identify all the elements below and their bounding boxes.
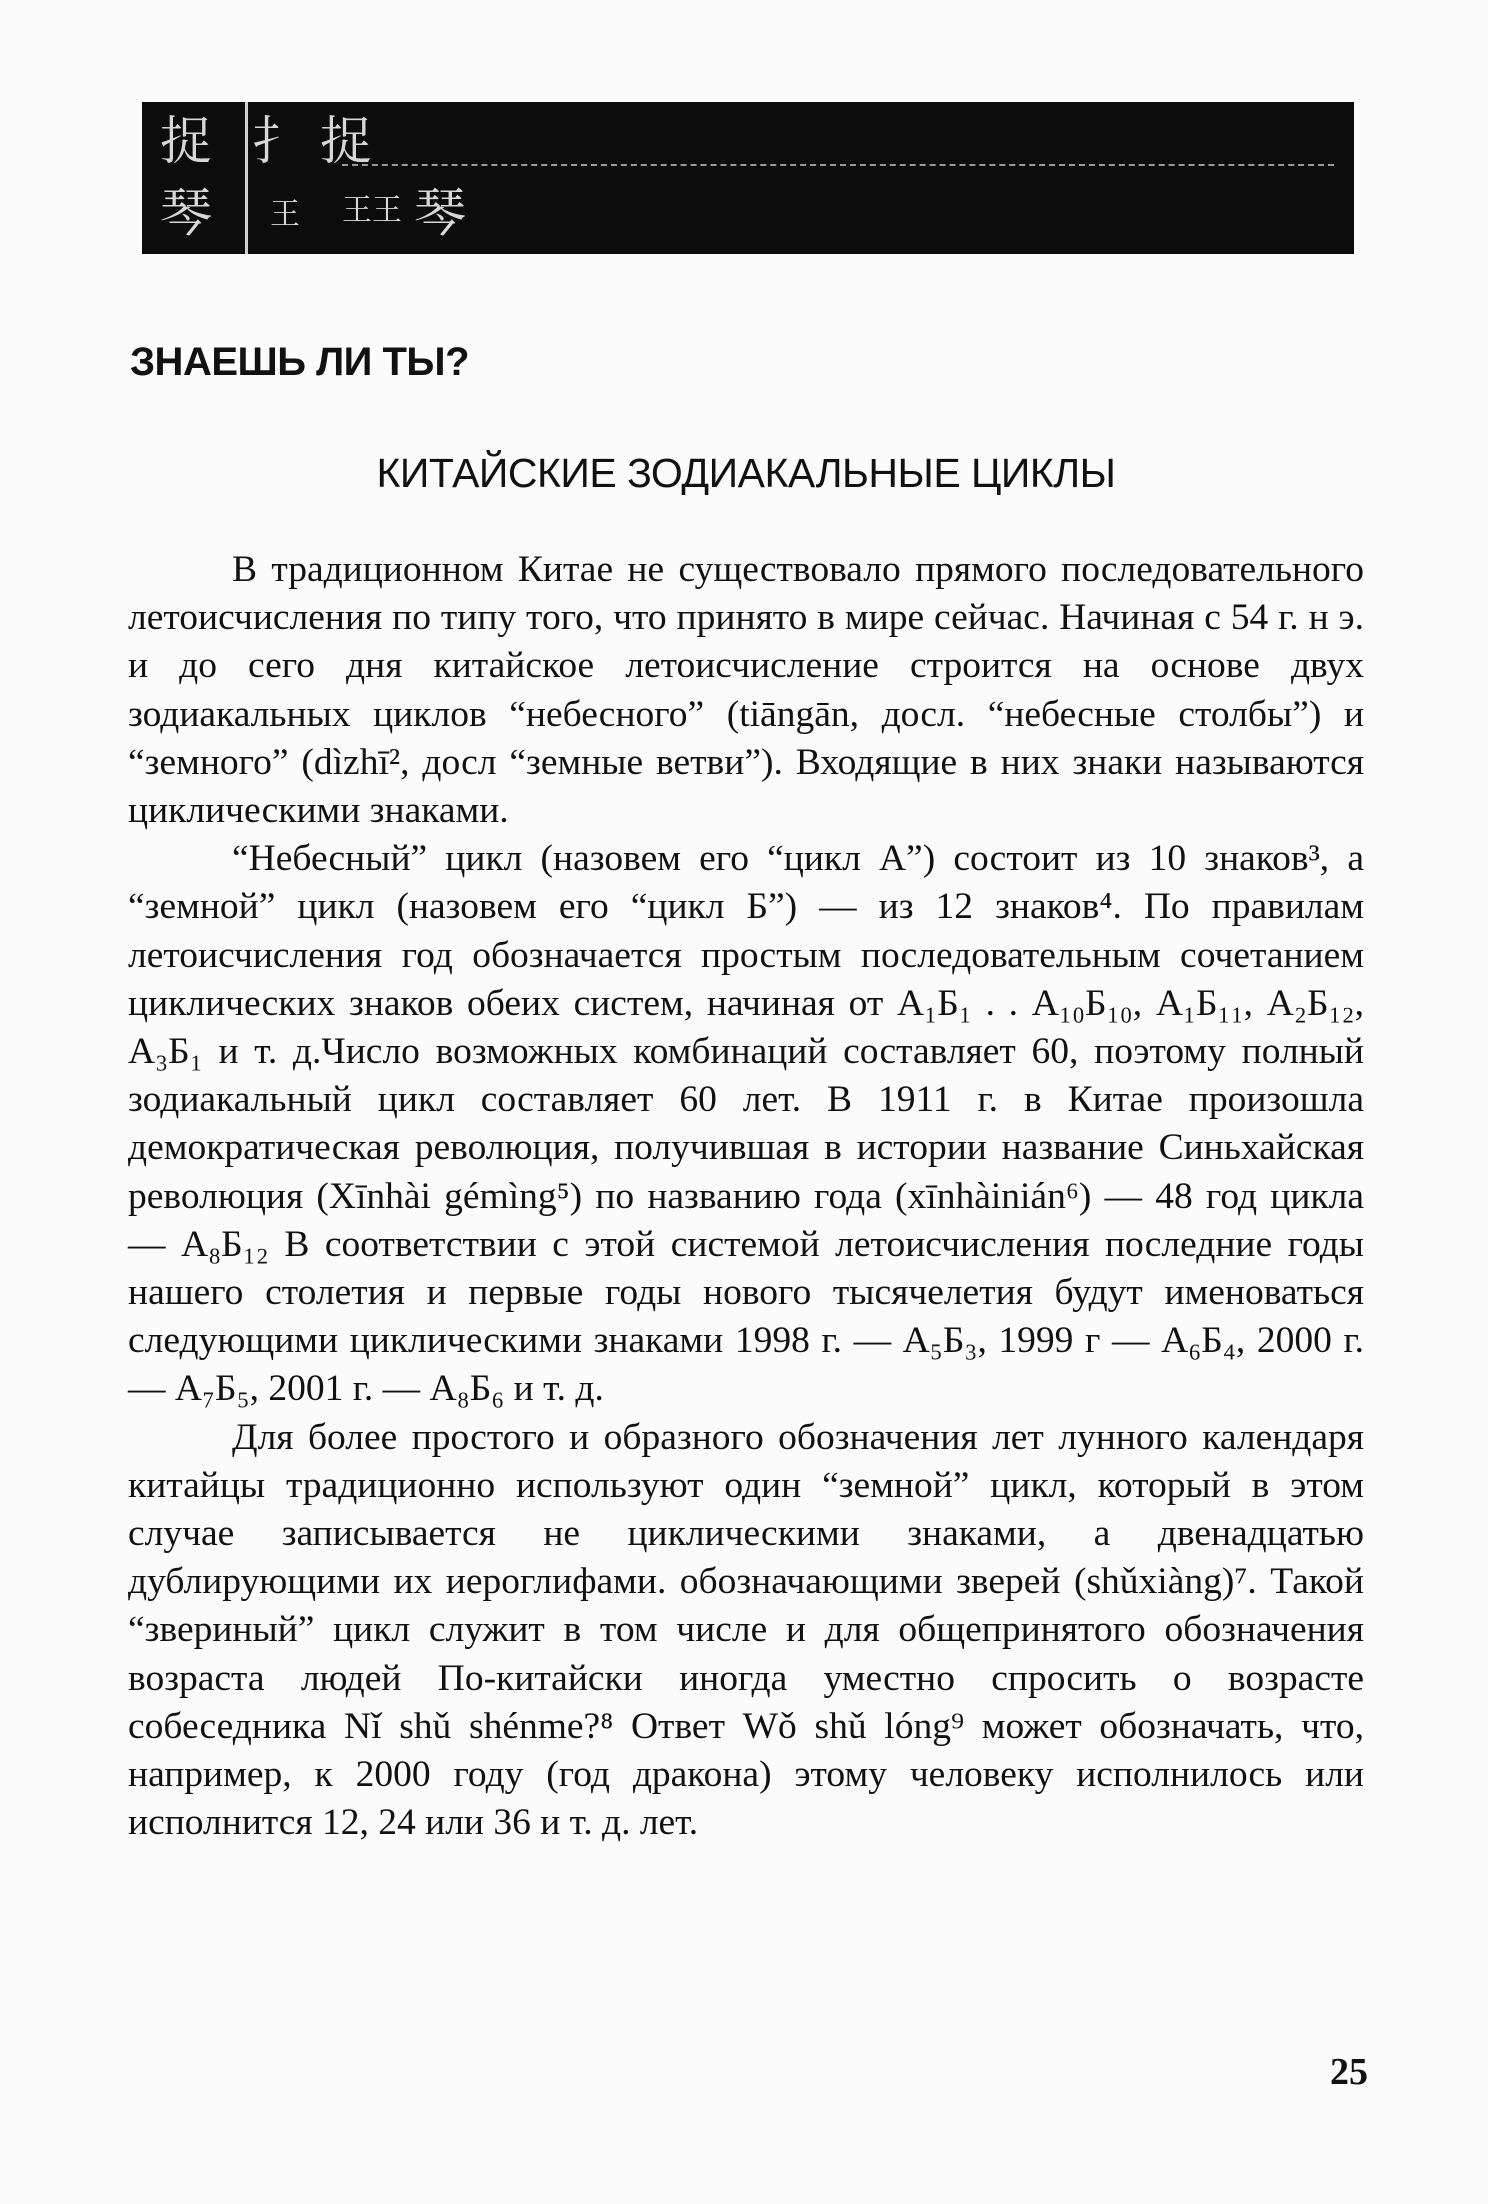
page-number: 25	[1330, 2051, 1368, 2093]
section-label: ЗНАЕШЬ ЛИ ТЫ?	[130, 340, 470, 384]
header-dashed-line	[342, 164, 1334, 166]
header-glyph: 琴	[414, 184, 467, 244]
header-divider	[245, 102, 248, 254]
paragraph: “Небесный” цикл (назовем его “цикл А”) состоит из 10 знаков³, а “земной” цикл (назовем его “цикл Б”) — из 12 знаков⁴. По правилам летоисчисления год обозначается простым последовательным сочетанием циклических знаков обеих систем, начиная от А₁Б₁ . . А₁₀Б₁₀, А₁Б₁₁, А₂Б₁₂, А₃Б₁ и т. д.Число возможных комбинаций составляет 60, поэтому полный зодиакальный цикл составляет 60 лет. В 1911 г. в Китае произошла демократическая революция, получившая в истории название Синьхайская революция (Xīnhài gémìng⁵) по названию года (xīnhàinián⁶) — 48 год цикла — А₈Б₁₂ В соответствии с этой системой летоисчисления последние годы нашего столетия и первые годы нового тысячелетия будут именоваться следующими циклическими знаками 1998 г. — А₅Б₃, 1999 г — А₆Б₄, 2000 г. — А₇Б₅, 2001 г. — А₈Б₆ и т. д.	[128, 838, 1364, 1410]
header-glyph: 捉	[320, 112, 373, 172]
paragraph: Для более простого и образного обозначения лет лунного календаря китайцы традиционно используют один “земной” цикл, который в этом случае записывается не циклическими знаками, а двенадцатью дублирующими их иероглифами. обозначающими зверей (shǔxiàng)⁷. Такой “звериный” цикл служит в том числе и для общепринятого обозначения возраста людей По-китайски иногда уместно спросить о возрасте собеседника Nǐ shǔ shénme?⁸ Ответ Wǒ shǔ lóng⁹ может обозначать, что, например, к 2000 году (год дракона) этому человеку исполнилось или исполнится 12, 24 или 36 и т. д. лет.	[128, 1416, 1364, 1844]
header-glyph: 琴	[160, 184, 213, 244]
header-glyph: 王王	[342, 193, 402, 228]
header-glyph: 捉	[160, 112, 213, 172]
header-glyph: 扌	[252, 112, 305, 172]
article-title: КИТАЙСКИЕ ЗОДИАКАЛЬНЫЕ ЦИКЛЫ	[376, 450, 1116, 496]
paragraph: В традиционном Китае не существовало прямого последовательного летоисчисления по типу того, что принято в мире сейчас. Начиная с 54 г. н э. и до сего дня китайское летоисчисление строится на основе двух зодиакальных циклов “небесного” (tiāngān, досл. “небесные столбы”) и “земного” (dìzhī², досл “земные ветви”). Входящие в них знаки называются циклическими знаками.	[128, 549, 1364, 832]
header-glyph: 王	[270, 197, 300, 232]
article-body	[128, 546, 1364, 1847]
header-banner	[142, 102, 1354, 254]
